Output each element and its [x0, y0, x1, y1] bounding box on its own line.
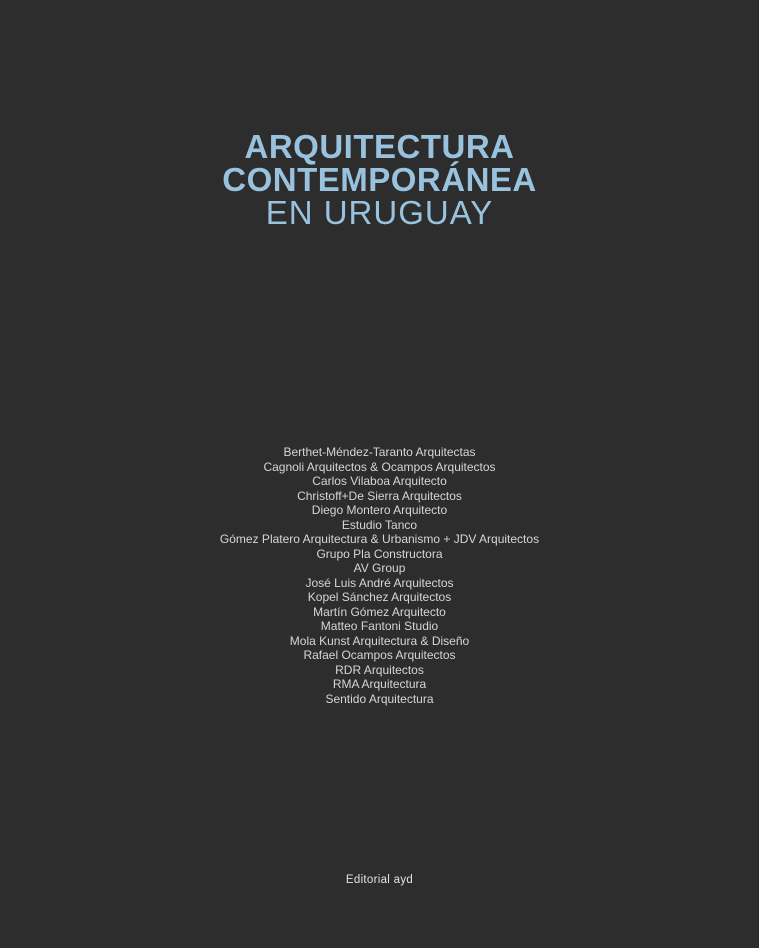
- list-item: Estudio Tanco: [341, 517, 418, 532]
- list-item: Rafael Ocampos Arquitectos: [303, 648, 456, 662]
- list-item: Diego Montero Arquitecto: [311, 503, 448, 517]
- list-item: Martín Gómez Arquitecto: [313, 604, 446, 619]
- list-item: Kopel Sánchez Arquitectos: [307, 590, 452, 604]
- list-item: Mola Kunst Arquitectura & Diseño: [289, 633, 470, 648]
- list-item: Gómez Platero Arquitectura & Urbanismo + JDV Arquitectos: [219, 532, 540, 546]
- list-item: Carlos Vilaboa Arquitecto: [312, 474, 447, 488]
- list-item: Berthet-Méndez-Taranto Arquitectas: [283, 445, 476, 459]
- list-item: AV Group: [353, 561, 406, 575]
- list-item: Grupo Pla Constructora: [316, 546, 443, 561]
- title-line-1: ARQUITECTURA: [244, 128, 515, 165]
- list-item: Matteo Fantoni Studio: [320, 619, 439, 633]
- list-item: Christoff+De Sierra Arquitectos: [297, 488, 462, 503]
- publisher-name: Editorial ayd: [345, 874, 414, 886]
- list-item: RDR Arquitectos: [335, 662, 424, 677]
- list-item: RMA Arquitectura: [332, 677, 427, 691]
- contributors-list: [0, 445, 759, 706]
- title-line-3: EN URUGUAY: [265, 194, 494, 231]
- list-item: Sentido Arquitectura: [325, 691, 434, 706]
- book-title: [0, 130, 759, 229]
- list-item: Cagnoli Arquitectos & Ocampos Arquitectos: [263, 459, 496, 474]
- title-line-2: CONTEMPORÁNEA: [222, 161, 537, 198]
- list-item: José Luis André Arquitectos: [305, 575, 454, 590]
